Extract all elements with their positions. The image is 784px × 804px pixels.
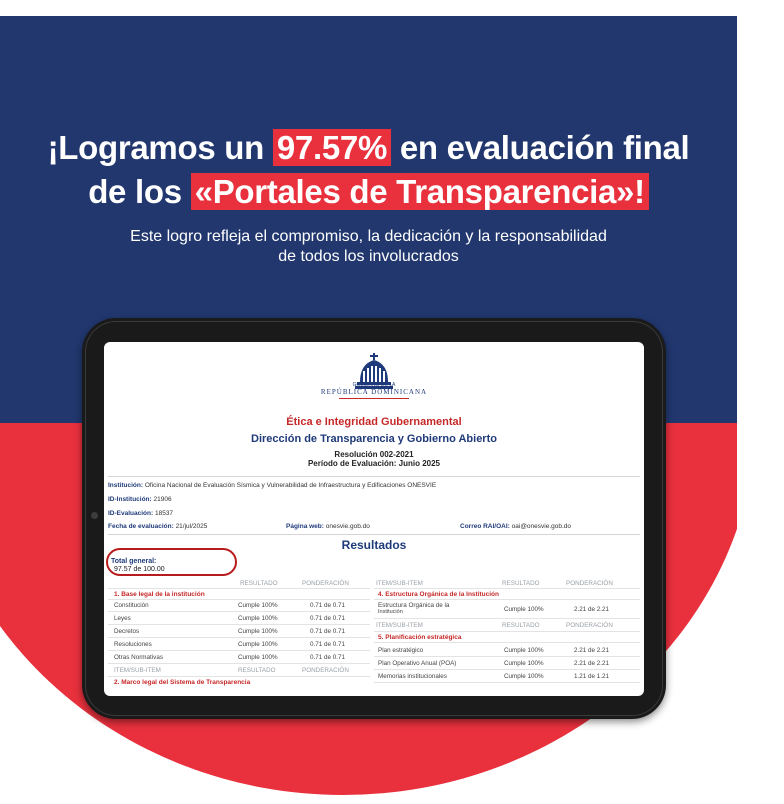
subtitle: Este logro refleja el compromiso, la dedicación y la responsabilidad de todos los involucrados	[130, 228, 607, 265]
table-row: Estructura Orgánica de la	[378, 602, 450, 609]
highlight-percentage: 97.57%	[273, 129, 391, 166]
section-1: 1. Base legal de la institución	[114, 591, 205, 598]
id-evaluacion-info: ID-Evaluación: 18537	[108, 510, 174, 517]
web-info: Página web: onesvie.gob.do	[286, 523, 370, 530]
seal-underline	[339, 398, 409, 399]
section-5: 5. Planificación estratégica	[378, 634, 462, 641]
divider	[108, 476, 640, 477]
resultados-heading: Resultados	[341, 538, 407, 552]
table-row: Constitución	[114, 602, 149, 609]
table-row: Otras Normativas	[114, 654, 163, 661]
seal-caption-2: REPÚBLICA DOMINICANA	[320, 388, 428, 396]
table-row: Memorias institucionales	[378, 673, 447, 680]
table-row: Decretos	[114, 628, 140, 635]
doc-title: Ética e Integridad Gubernamental	[286, 416, 462, 428]
tablet-frame	[82, 318, 666, 719]
col-header-ponderacion: PONDERACIÓN	[302, 580, 349, 587]
correo-info: Correo RAI/OAI: oai@onesvie.gob.do	[460, 523, 572, 530]
headline	[0, 126, 737, 214]
section-2: 2. Marco legal del Sistema de Transparencia	[114, 679, 251, 686]
col-header-item: ITEM/SUB-ITEM	[114, 667, 161, 674]
col-header-resultado: RESULTADO	[240, 580, 278, 587]
headline-line-2: de los «Portales de Transparencia»!	[0, 170, 737, 214]
seal-caption-1: GOBIERNO DE LA	[352, 382, 396, 388]
tablet-screen: GOBIERNO DE LA REPÚBLICA DOMINICANA Ética e Integridad Gubernamental Dirección de Transparencia y Gobierno Abierto Resolución 002-2021 Período de Evaluación: Junio 2025 Institución: Oficina Nacional de Evaluación Sísmica y Vulnerabilidad de Infraestructura y Edificaciones ONESVIE ID-Institución: 21906 ID-Evaluación: 18537 Fecha de evaluación: 21/jul/2025 Página web: onesvie.gob.do Correo RAI/OAI: oai@onesvie.gob.do Resultados Total general: 97.57 de 100.00 RESULTADO PONDERACIÓN 1. Base legal de la institución Constitución Cumple 100% 0.71 de 0.71 Leyes Cumple 100% 0.71 de 0.71 Decretos Cumple 100% 0.71 de 0.71 Resoluciones Cumple 100% 0.71 de 0.71 Otras Normativas Cumple 100% 0.71 de 0.71 ITEM/SUB-ITEM RESULTADO PONDERACIÓN 2. Marco legal del Sistema de Transparencia ITEM/SUB-ITEM RESULTADO PONDERACIÓN 4. Estructura Orgánica de la Institución Estructura Orgánica de la Institución Cumple 100% 2.21 de 2.21 ITEM/SUB-ITEM RESULTADO PONDERACIÓN 5. Planificación estratégica Plan estratégico Cumple 100% 2.21 de 2.21 Plan Operativo Anual (POA) Cumple 100% 2.21 de 2.21 Memorias institucionales Cumple 100% 1.21 de 1.21	[104, 342, 644, 696]
tablet-camera-icon	[91, 512, 98, 519]
table-row: Leyes	[114, 615, 131, 622]
section-4: 4. Estructura Orgánica de la Institución	[378, 591, 500, 598]
doc-resolucion: Resolución 002-2021	[334, 450, 414, 459]
total-general-highlight: Total general: 97.57 de 100.00	[106, 548, 237, 576]
doc-subtitle: Dirección de Transparencia y Gobierno Abierto	[251, 433, 497, 445]
fecha-info: Fecha de evaluación: 21/jul/2025	[108, 523, 208, 530]
institucion-info: Institución: Oficina Nacional de Evaluación Sísmica y Vulnerabilidad de Infraestructura y Edificaciones ONESVIE	[108, 482, 437, 489]
headline-line-1: ¡Logramos un 97.57% en evaluación final	[47, 129, 690, 166]
doc-periodo: Período de Evaluación: Junio 2025	[307, 459, 441, 468]
id-institucion-info: ID-Institución: 21906	[108, 496, 172, 503]
table-row: Resoluciones	[114, 641, 152, 648]
table-row: Plan estratégico	[378, 647, 424, 654]
table-row: Plan Operativo Anual (POA)	[378, 660, 457, 667]
highlight-portales: «Portales de Transparencia»!	[191, 173, 649, 210]
